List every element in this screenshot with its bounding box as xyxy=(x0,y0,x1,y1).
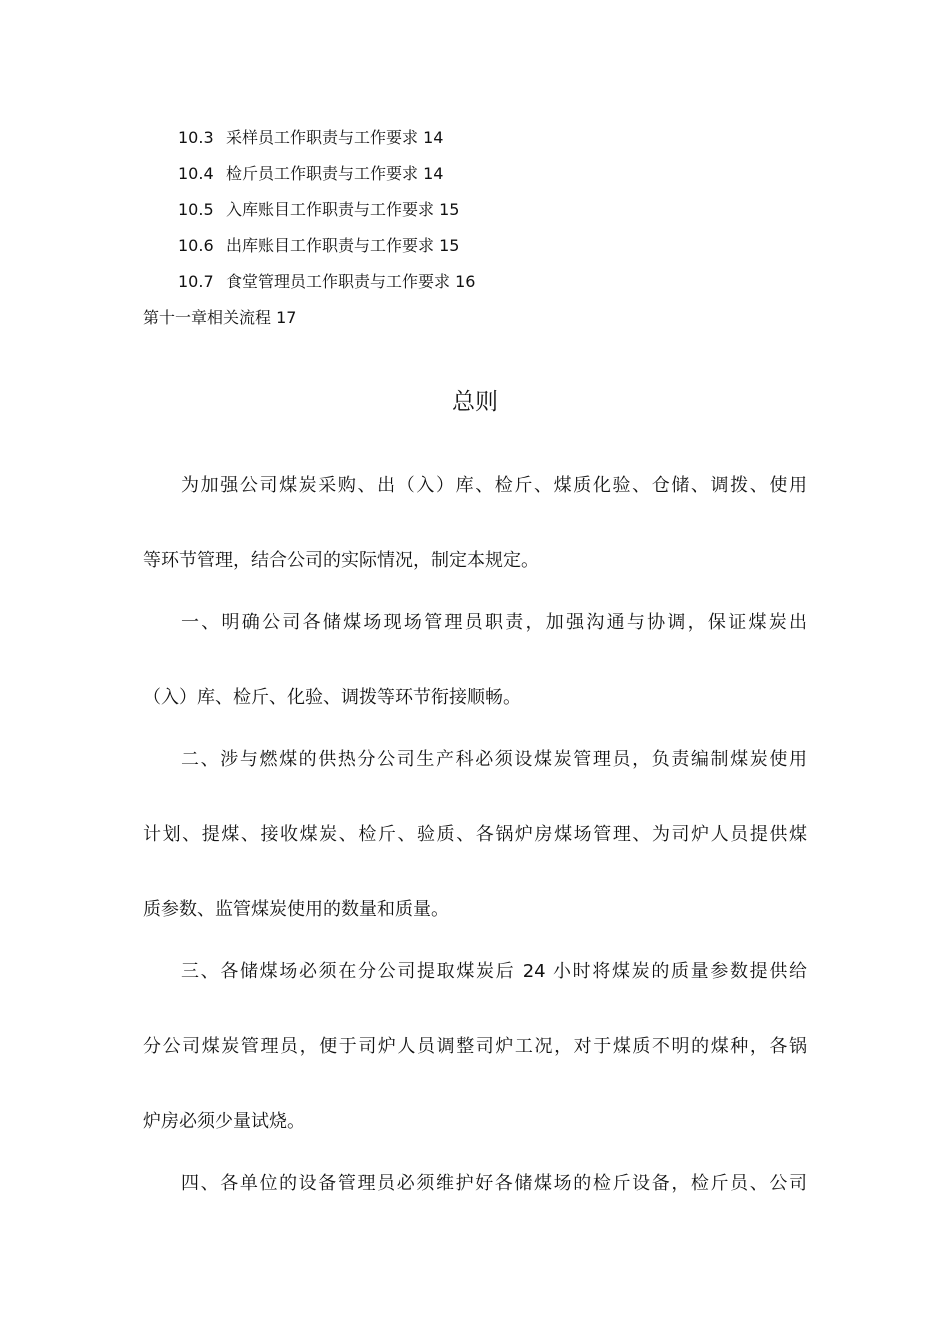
paragraph-line: 四、各单位的设备管理员必须维护好各储煤场的检斤设备，检斤员、公司 xyxy=(181,1173,807,1194)
toc-item-text: 检斤员工作职责与工作要求 14 xyxy=(226,164,444,183)
toc-item[interactable] xyxy=(178,272,475,292)
paragraph-line: 等环节管理，结合公司的实际情况，制定本规定。 xyxy=(143,550,539,571)
toc-item[interactable] xyxy=(178,164,443,184)
paragraph-line: 炉房必须少量试烧。 xyxy=(143,1111,305,1132)
paragraph-line: 分公司煤炭管理员，便于司炉人员调整司炉工况，对于煤质不明的煤种，各锅 xyxy=(143,1036,807,1057)
toc-item-text: 出库账目工作职责与工作要求 15 xyxy=(226,236,460,255)
toc-item-number: 10.4 xyxy=(178,164,214,183)
paragraph-line: 为加强公司煤炭采购、出（入）库、检斤、煤质化验、仓储、调拨、使用 xyxy=(181,475,807,496)
toc-item-text: 采样员工作职责与工作要求 14 xyxy=(226,128,444,147)
section-title: 总则 xyxy=(452,389,498,415)
toc-item-number: 10.5 xyxy=(178,200,214,219)
paragraph-line: 一、明确公司各储煤场现场管理员职责，加强沟通与协调，保证煤炭出 xyxy=(181,612,807,633)
toc-item[interactable] xyxy=(178,236,459,256)
toc-item-number: 10.7 xyxy=(178,272,214,291)
toc-chapter[interactable] xyxy=(143,308,296,328)
toc-item[interactable] xyxy=(178,200,459,220)
toc-chapter-text: 第十一章相关流程 17 xyxy=(143,308,297,327)
toc-item-number: 10.6 xyxy=(178,236,214,255)
toc-item-text: 食堂管理员工作职责与工作要求 16 xyxy=(226,272,476,291)
paragraph-line: 三、各储煤场必须在分公司提取煤炭后 24 小时将煤炭的质量参数提供给 xyxy=(181,961,807,982)
paragraph-line: （入）库、检斤、化验、调拨等环节衔接顺畅。 xyxy=(143,687,521,708)
toc-item[interactable] xyxy=(178,128,443,148)
paragraph-line: 二、涉与燃煤的供热分公司生产科必须设煤炭管理员，负责编制煤炭使用 xyxy=(181,749,807,770)
toc-item-text: 入库账目工作职责与工作要求 15 xyxy=(226,200,460,219)
toc-item-number: 10.3 xyxy=(178,128,214,147)
paragraph-line: 质参数、监管煤炭使用的数量和质量。 xyxy=(143,899,449,920)
paragraph-line: 计划、提煤、接收煤炭、检斤、验质、各锅炉房煤场管理、为司炉人员提供煤 xyxy=(143,824,807,845)
